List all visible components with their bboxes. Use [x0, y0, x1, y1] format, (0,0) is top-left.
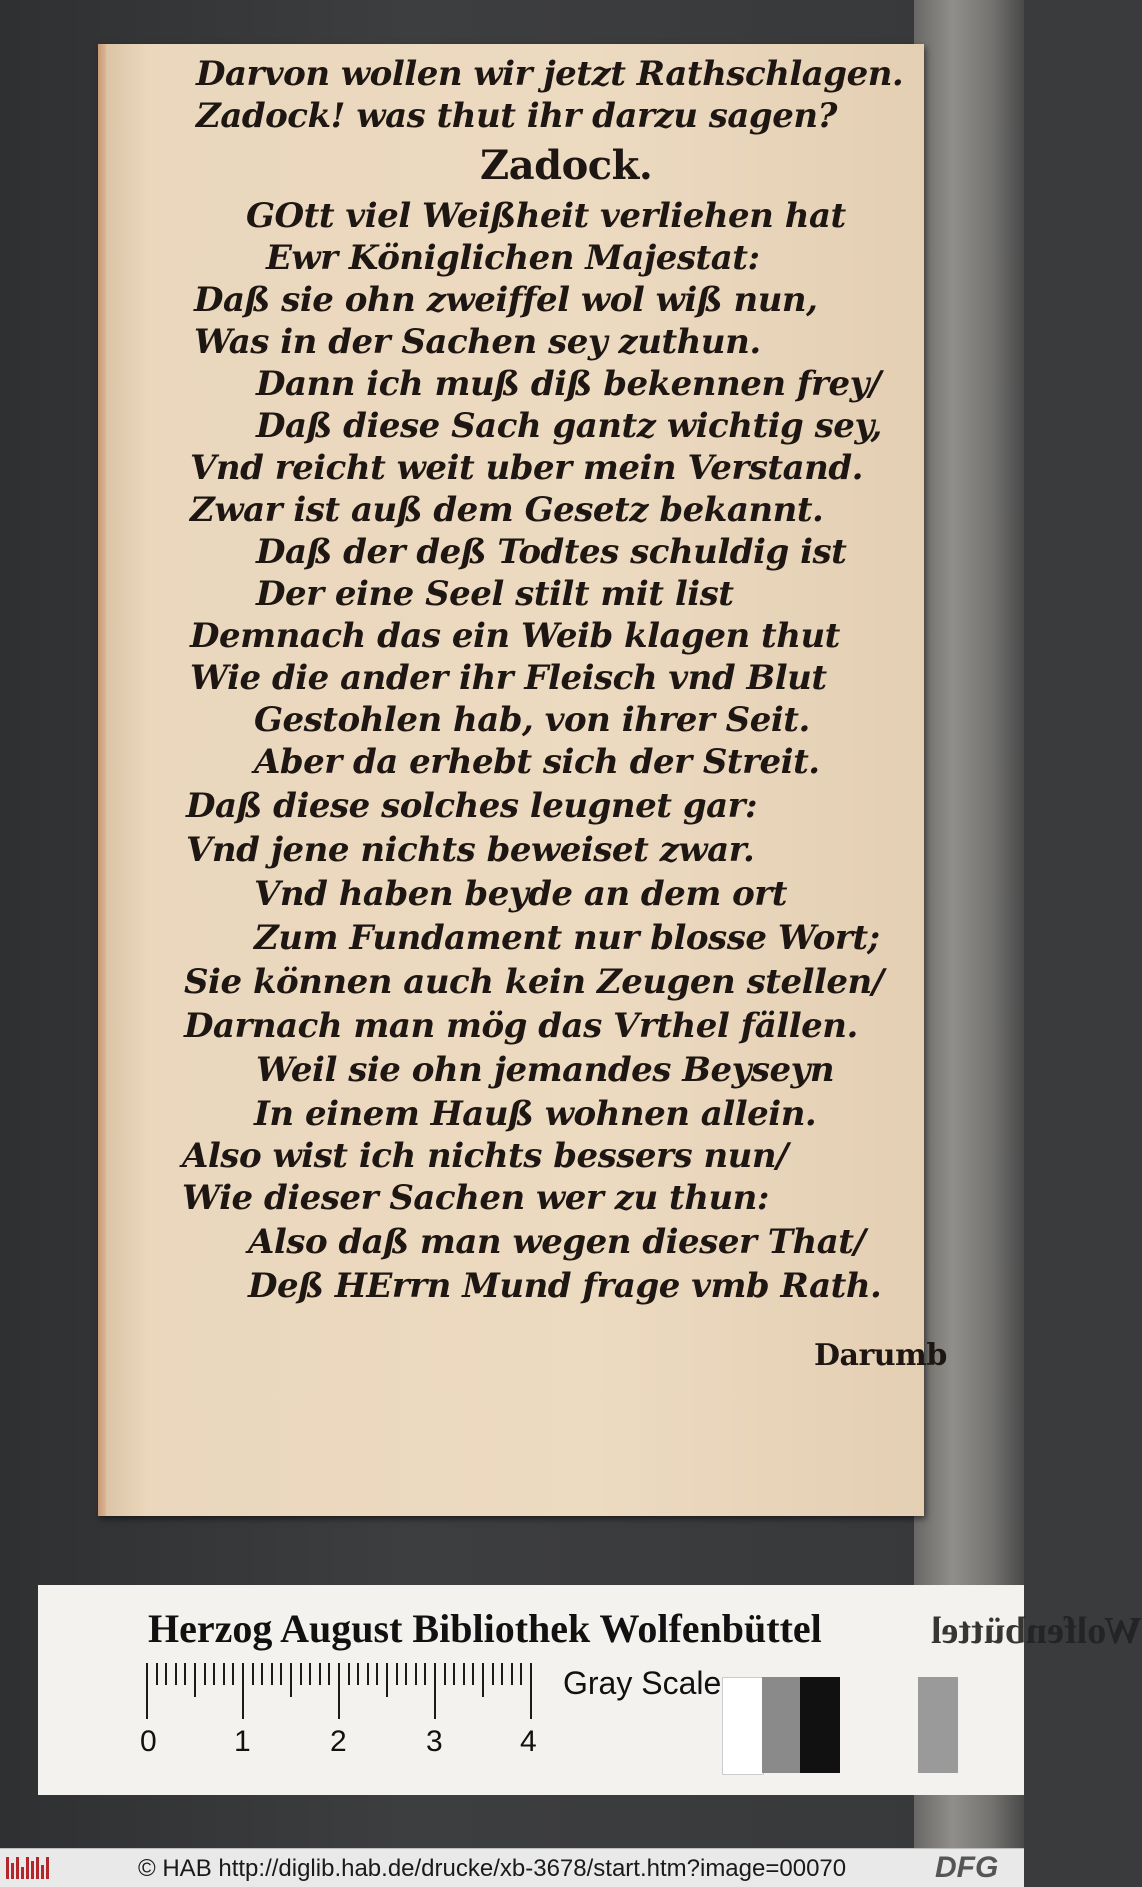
ruler-tick: [338, 1663, 340, 1719]
footer-bar: [0, 1848, 1024, 1887]
ruler-tick: [184, 1663, 186, 1685]
text-line: Daß diese Sach gantz wichtig sey,: [256, 406, 882, 446]
white-swatch: [722, 1677, 764, 1775]
ruler-tick: [405, 1663, 407, 1685]
text-line: Darvon wollen wir jetzt Rathschlagen.: [196, 54, 904, 94]
ruler-tick: [252, 1663, 254, 1685]
ruler-tick: [444, 1663, 446, 1685]
text-line: Demnach das ein Weib klagen thut: [190, 616, 840, 656]
text-line: Deß HErrn Mund frage vmb Rath.: [248, 1266, 882, 1306]
text-line: Wie die ander ihr Fleisch vnd Blut: [190, 658, 827, 698]
ruler-tick: [357, 1663, 359, 1685]
text-line: Ewr Königlichen Majestat:: [266, 238, 760, 278]
text-line: Zadock! was thut ihr darzu sagen?: [196, 96, 837, 136]
ruler-tick: [482, 1663, 484, 1697]
black-swatch: [800, 1677, 840, 1773]
library-name-mirrored: Wolfenbüttel: [931, 1610, 1142, 1652]
ruler-tick: [213, 1663, 215, 1685]
ruler-tick: [271, 1663, 273, 1685]
ruler-tick: [309, 1663, 311, 1685]
text-line: Also daß man wegen dieser That/: [248, 1222, 866, 1262]
ruler-tick: [232, 1663, 234, 1685]
ruler-tick: [242, 1663, 244, 1719]
ruler-tick: [530, 1663, 532, 1719]
page-left-edge: [98, 44, 106, 1516]
ruler-tick: [328, 1663, 330, 1685]
text-line: Vnd jene nichts beweiset zwar.: [186, 830, 755, 870]
ruler-tick: [511, 1663, 513, 1685]
library-name: Herzog August Bibliothek Wolfenbüttel: [148, 1606, 822, 1651]
ruler-tick: [290, 1663, 292, 1697]
ruler-tick: [194, 1663, 196, 1697]
text-line: Daß sie ohn zweiffel wol wiß nun,: [194, 280, 818, 320]
ruler-tick: [386, 1663, 388, 1697]
ruler-tick: [165, 1663, 167, 1685]
hab-logo-icon: [6, 1857, 50, 1879]
ruler-tick: [501, 1663, 503, 1685]
ruler-tick: [434, 1663, 436, 1719]
speaker-heading: Zadock.: [480, 142, 653, 189]
ruler-number: 0: [140, 1725, 157, 1758]
page-text: [98, 44, 947, 1516]
ruler-tick: [146, 1663, 148, 1719]
text-line: Daß der deß Todtes schuldig ist: [256, 532, 847, 572]
gray-swatch: [762, 1677, 800, 1773]
catchword: Darumb: [814, 1338, 947, 1373]
ruler-number: 2: [330, 1725, 347, 1758]
text-line: Zwar ist auß dem Gesetz bekannt.: [190, 490, 824, 530]
ruler-tick: [396, 1663, 398, 1685]
ruler-tick: [376, 1663, 378, 1685]
ruler-tick: [319, 1663, 321, 1685]
dfg-logo: DFG: [935, 1851, 999, 1884]
color-scale-card: [38, 1585, 1142, 1795]
adjacent-page-edge: [914, 0, 1024, 1848]
ruler-tick: [175, 1663, 177, 1685]
text-line: In einem Hauß wohnen allein.: [254, 1094, 817, 1134]
ruler-tick: [520, 1663, 522, 1685]
ruler-number: 4: [520, 1725, 537, 1758]
text-line: Weil sie ohn jemandes Beyseyn: [256, 1050, 835, 1090]
text-line: Vnd haben beyde an dem ort: [254, 874, 787, 914]
ruler-tick: [280, 1663, 282, 1685]
ruler-tick: [424, 1663, 426, 1685]
ruler-tick: [348, 1663, 350, 1685]
ruler-tick: [261, 1663, 263, 1685]
text-line: Sie können auch kein Zeugen stellen/: [184, 962, 884, 1002]
ruler-tick: [223, 1663, 225, 1685]
ruler-tick: [415, 1663, 417, 1685]
ruler-tick: [463, 1663, 465, 1685]
text-line: Aber da erhebt sich der Streit.: [254, 742, 820, 782]
text-line: Wie dieser Sachen wer zu thun:: [182, 1178, 769, 1218]
ruler-tick: [453, 1663, 455, 1685]
text-line: Zum Fundament nur blosse Wort;: [254, 918, 880, 958]
text-line: Daß diese solches leugnet gar:: [186, 786, 758, 826]
ruler-tick: [492, 1663, 494, 1685]
ruler-tick: [472, 1663, 474, 1685]
text-line: GOtt viel Weißheit verliehen hat: [246, 196, 846, 236]
text-line: Was in der Sachen sey zuthun.: [194, 322, 761, 362]
text-line: Vnd reicht weit uber mein Verstand.: [190, 448, 863, 488]
text-line: Darnach man mög das Vrthel fällen.: [184, 1006, 858, 1046]
text-line: Gestohlen hab, von ihrer Seit.: [254, 700, 810, 740]
cm-ruler: [140, 1663, 566, 1763]
text-line: Dann ich muß diß bekennen frey/: [256, 364, 881, 404]
ruler-tick: [204, 1663, 206, 1685]
gray-scale-label: Gray Scale: [563, 1665, 722, 1701]
ruler-tick: [156, 1663, 158, 1685]
text-line: Der eine Seel stilt mit list: [256, 574, 734, 614]
ruler-number: 3: [426, 1725, 443, 1758]
ruler-number: 1: [234, 1725, 251, 1758]
mirrored-swatch: [918, 1677, 958, 1773]
book-page: [98, 44, 947, 1516]
copyright-link[interactable]: © HAB http://diglib.hab.de/drucke/xb-3678/start.htm?image=00070: [138, 1855, 847, 1882]
ruler-tick: [367, 1663, 369, 1685]
text-line: Also wist ich nichts bessers nun/: [182, 1136, 789, 1176]
ruler-tick: [300, 1663, 302, 1685]
